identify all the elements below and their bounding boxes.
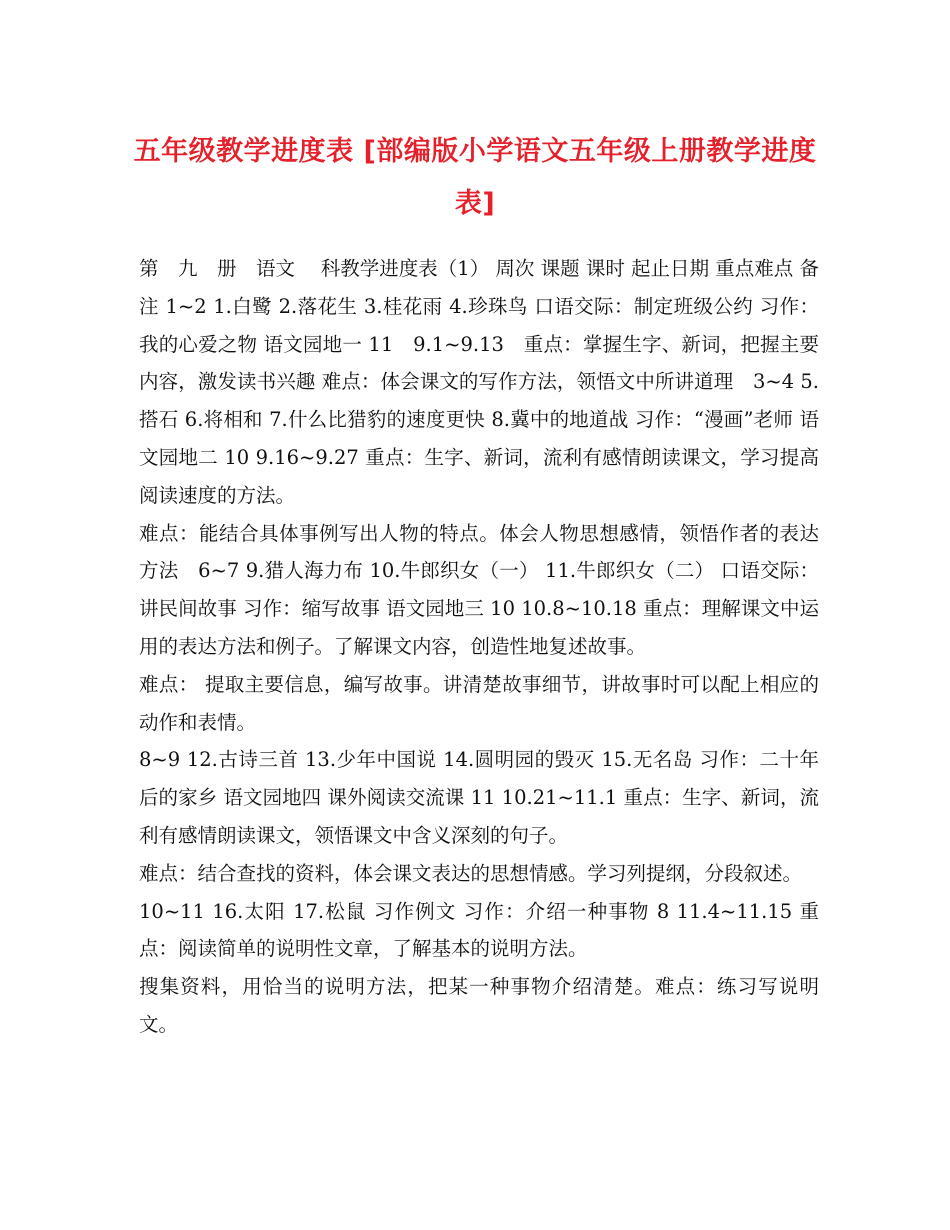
- document-body: [139, 250, 819, 1044]
- paragraph-4: 8~9 12.古诗三首 13.少年中国说 14.圆明园的毁灭 15.无名岛 习作：二十年后的家乡 语文园地四 课外阅读交流课 11 10.21~11.1 重点：生字、新词，流利有感情朗读课文，领悟课文中含义深刻的句子。: [139, 748, 819, 847]
- paragraph-7: 搜集资料，用恰当的说明方法，把某一种事物介绍清楚。难点：练习写说明文。: [139, 975, 819, 1036]
- paragraph-6: 10~11 16.太阳 17.松鼠 习作例文 习作：介绍一种事物 8 11.4~11.15 重点：阅读简单的说明性文章，了解基本的说明方法。: [139, 899, 819, 961]
- paragraph-5: 难点：结合查找的资料，体会课文表达的思想情感。学习列提纲，分段叙述。: [139, 861, 803, 885]
- paragraph-1: 第 九 册 语文 科教学进度表（1） 周次 课题 课时 起止日期 重点难点 备注 1~2 1.白鹭 2.落花生 3.桂花雨 4.珍珠鸟 口语交际：制定班级公约 习作：我的心爱之物 语文园地一 11 9.1~9.13 重点：掌握生字、新词，把握主要内容，激发读书兴趣 难点：体会课文的写作方法，领悟文中所讲道理 3~4 5.搭石 6.将相和 7.什么比猎豹的速度更快 8.冀中的地道战 习作：“漫画”老师 语文园地二 10 9.16~9.27 重点：生字、新词，流利有感情朗读课文，学习提高阅读速度的方法。: [139, 257, 819, 507]
- document-title: 五年级教学进度表 [部编版小学语文五年级上册教学进度表]: [133, 136, 817, 219]
- paragraph-3: 难点： 提取主要信息，编写故事。讲清楚故事细节，讲故事时可以配上相应的动作和表情。: [139, 672, 819, 734]
- paragraph-2: 难点：能结合具体事例写出人物的特点。体会人物思想感情，领悟作者的表达方法 6~7 9.猎人海力布 10.牛郎织女（一） 11.牛郎织女（二） 口语交际：讲民间故事 习作：缩写故事 语文园地三 10 10.8~10.18 重点：理解课文中运用的表达方法和例子。了解课文内容，创造性地复述故事。: [139, 521, 819, 658]
